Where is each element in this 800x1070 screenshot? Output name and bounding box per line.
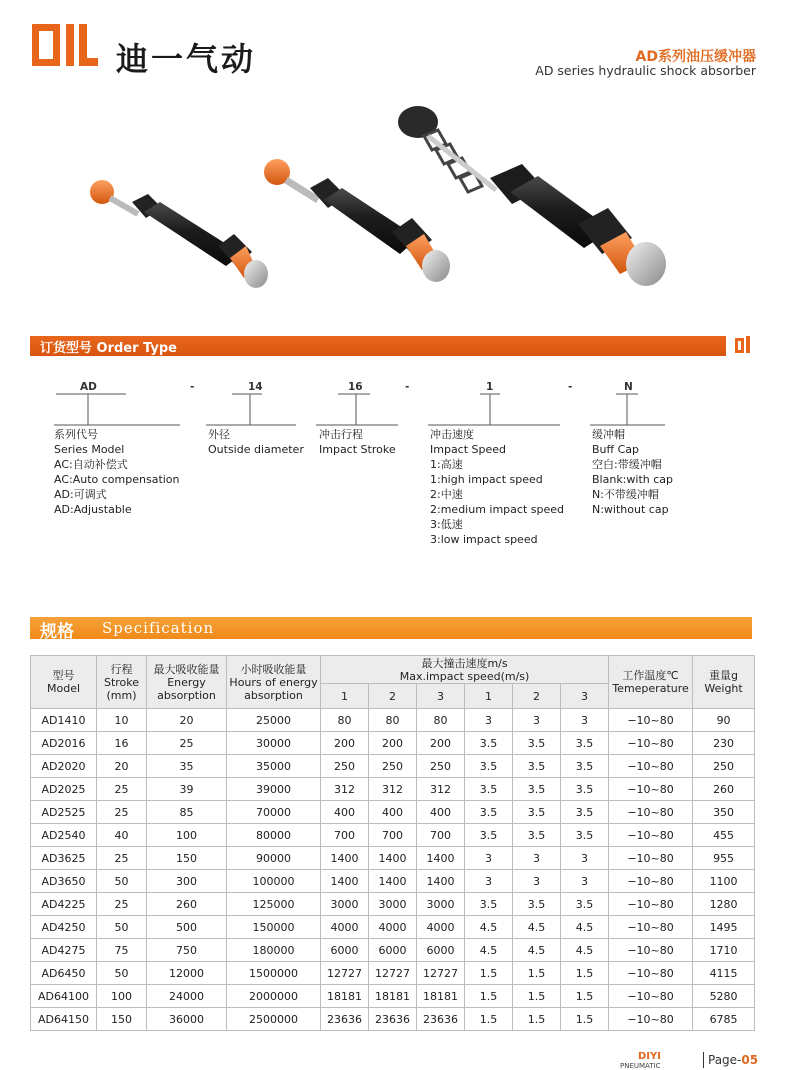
table-cell: 200 [321, 732, 369, 755]
table-cell: 3.5 [561, 755, 609, 778]
table-cell: 90 [693, 709, 755, 732]
table-cell: 3000 [369, 893, 417, 916]
table-cell: 1400 [321, 870, 369, 893]
table-row [31, 870, 755, 893]
specification-title-en: Specification [102, 619, 215, 637]
table-cell: AD2540 [31, 824, 97, 847]
table-cell: 2000000 [227, 985, 321, 1008]
table-cell: 300 [147, 870, 227, 893]
table-cell: 3.5 [465, 778, 513, 801]
table-cell: 35000 [227, 755, 321, 778]
specification-title-cn: 规格 [40, 622, 74, 642]
table-cell: 2500000 [227, 1008, 321, 1031]
table-cell: 700 [369, 824, 417, 847]
table-cell: 400 [417, 801, 465, 824]
table-row [31, 939, 755, 962]
table-cell: 20 [97, 755, 147, 778]
table-cell: 50 [97, 962, 147, 985]
table-cell: 250 [693, 755, 755, 778]
table-cell: 4115 [693, 962, 755, 985]
table-cell: 3.5 [513, 755, 561, 778]
table-row [31, 824, 755, 847]
impact-speed-desc: 冲击速度 Impact Speed 1:高速 1:high impact speed 2:中速 2:medium impact speed 3:低速 3:low impact speed [430, 428, 564, 546]
table-cell: 350 [693, 801, 755, 824]
table-cell: 1.5 [513, 962, 561, 985]
table-cell: 1400 [369, 870, 417, 893]
table-cell: 12000 [147, 962, 227, 985]
table-cell: AD3625 [31, 847, 97, 870]
outside-diameter-desc: 外径 Outside diameter [208, 428, 304, 456]
code-diameter: 14 [248, 381, 263, 393]
code-stroke: 16 [348, 381, 363, 393]
table-cell: 3.5 [513, 732, 561, 755]
series-model-desc: 系列代号 Series Model AC:自动补偿式 AC:Auto compensation AD:可调式 AD:Adjustable [54, 428, 180, 516]
table-cell: −10~80 [609, 824, 693, 847]
absorber-medium [264, 159, 450, 282]
table-cell: 260 [147, 893, 227, 916]
table-cell: 6000 [417, 939, 465, 962]
table-cell: AD64150 [31, 1008, 97, 1031]
table-cell: 4.5 [513, 916, 561, 939]
table-cell: 25000 [227, 709, 321, 732]
product-photo [60, 96, 700, 326]
header-weight: 重量g Weight [693, 656, 755, 709]
table-cell: −10~80 [609, 732, 693, 755]
table-cell: 3000 [321, 893, 369, 916]
table-cell: 3.5 [513, 801, 561, 824]
table-cell: 1.5 [561, 962, 609, 985]
table-cell: 1710 [693, 939, 755, 962]
table-cell: 23636 [417, 1008, 465, 1031]
table-cell: 1.5 [465, 1008, 513, 1031]
table-cell: 200 [417, 732, 465, 755]
table-cell: 3 [513, 847, 561, 870]
table-cell: 3 [465, 870, 513, 893]
table-cell: 3000 [417, 893, 465, 916]
brand-name: 迪一气动 [116, 40, 257, 78]
table-cell: 80000 [227, 824, 321, 847]
table-cell: 250 [369, 755, 417, 778]
table-cell: 1.5 [465, 962, 513, 985]
table-cell: 3.5 [561, 778, 609, 801]
table-cell: 955 [693, 847, 755, 870]
table-row [31, 755, 755, 778]
table-row [31, 778, 755, 801]
table-cell: 23636 [369, 1008, 417, 1031]
table-row [31, 893, 755, 916]
table-cell: 25 [97, 778, 147, 801]
table-cell: 1500000 [227, 962, 321, 985]
table-cell: −10~80 [609, 847, 693, 870]
table-cell: 4.5 [465, 939, 513, 962]
table-cell: 3.5 [465, 801, 513, 824]
table-cell: 3.5 [561, 801, 609, 824]
table-cell: 250 [417, 755, 465, 778]
table-cell: 50 [97, 916, 147, 939]
table-cell: −10~80 [609, 755, 693, 778]
specification-table-body [31, 709, 755, 1031]
table-cell: 1100 [693, 870, 755, 893]
table-cell: 4.5 [561, 916, 609, 939]
header-speed-sub: 3 [561, 684, 609, 709]
table-cell: 80 [417, 709, 465, 732]
header-speed-sub: 2 [369, 684, 417, 709]
table-cell: 750 [147, 939, 227, 962]
table-cell: 3 [561, 870, 609, 893]
table-cell: 1.5 [561, 985, 609, 1008]
table-cell: AD2025 [31, 778, 97, 801]
table-cell: 10 [97, 709, 147, 732]
header-speed: 最大撞击速度m/s Max.impact speed(m/s) [321, 656, 609, 684]
company-logo [30, 20, 100, 70]
table-cell: 1400 [417, 870, 465, 893]
table-cell: AD2020 [31, 755, 97, 778]
buff-cap-desc: 缓冲帽 Buff Cap 空白:带缓冲帽 Blank:with cap N:不带缓冲帽 N:without cap [592, 428, 673, 516]
table-cell: 40 [97, 824, 147, 847]
table-cell: AD2525 [31, 801, 97, 824]
absorber-small [90, 180, 268, 288]
table-cell: −10~80 [609, 939, 693, 962]
table-cell: 24000 [147, 985, 227, 1008]
table-row [31, 916, 755, 939]
table-cell: 180000 [227, 939, 321, 962]
table-cell: 3.5 [465, 732, 513, 755]
table-cell: 3.5 [513, 824, 561, 847]
table-cell: 3.5 [465, 755, 513, 778]
table-cell: 25 [97, 893, 147, 916]
table-cell: 12727 [369, 962, 417, 985]
header-speed-sub: 1 [465, 684, 513, 709]
table-cell: 6000 [321, 939, 369, 962]
table-cell: 500 [147, 916, 227, 939]
header-energy: 最大吸收能量 Energy absorption [147, 656, 227, 709]
table-cell: 16 [97, 732, 147, 755]
table-cell: 80 [369, 709, 417, 732]
code-dash-3: - [568, 381, 573, 393]
table-row [31, 847, 755, 870]
table-cell: 230 [693, 732, 755, 755]
table-cell: 1400 [321, 847, 369, 870]
table-cell: 5280 [693, 985, 755, 1008]
table-cell: AD1410 [31, 709, 97, 732]
table-cell: 100 [97, 985, 147, 1008]
table-cell: 3.5 [465, 824, 513, 847]
table-cell: 125000 [227, 893, 321, 916]
header-speed-sub: 2 [513, 684, 561, 709]
table-cell: AD4250 [31, 916, 97, 939]
table-cell: 1280 [693, 893, 755, 916]
table-cell: 85 [147, 801, 227, 824]
table-cell: 100000 [227, 870, 321, 893]
table-cell: AD4225 [31, 893, 97, 916]
table-cell: 12727 [417, 962, 465, 985]
table-cell: 1400 [417, 847, 465, 870]
table-cell: 80 [321, 709, 369, 732]
table-row [31, 985, 755, 1008]
header-stroke: 行程 Stroke (mm) [97, 656, 147, 709]
order-type-title: 订货型号 Order Type [40, 341, 177, 356]
table-cell: 1.5 [513, 1008, 561, 1031]
table-cell: 18181 [369, 985, 417, 1008]
header-speed-sub: 3 [417, 684, 465, 709]
table-cell: AD4275 [31, 939, 97, 962]
table-cell: −10~80 [609, 893, 693, 916]
table-cell: 1.5 [561, 1008, 609, 1031]
table-cell: 312 [369, 778, 417, 801]
table-cell: 30000 [227, 732, 321, 755]
table-cell: 39 [147, 778, 227, 801]
table-cell: 36000 [147, 1008, 227, 1031]
table-cell: 150 [97, 1008, 147, 1031]
table-cell: 260 [693, 778, 755, 801]
table-cell: 23636 [321, 1008, 369, 1031]
table-cell: 18181 [417, 985, 465, 1008]
table-cell: −10~80 [609, 1008, 693, 1031]
specification-table [30, 655, 755, 1031]
table-cell: 3.5 [561, 732, 609, 755]
table-cell: AD6450 [31, 962, 97, 985]
table-cell: 12727 [321, 962, 369, 985]
table-cell: 4.5 [561, 939, 609, 962]
header-speed-sub: 1 [321, 684, 369, 709]
table-cell: 250 [321, 755, 369, 778]
table-cell: 100 [147, 824, 227, 847]
table-cell: 700 [321, 824, 369, 847]
table-cell: 150000 [227, 916, 321, 939]
code-dash-2: - [405, 381, 410, 393]
logo-mini-icon [732, 333, 754, 357]
table-cell: 312 [417, 778, 465, 801]
table-cell: 39000 [227, 778, 321, 801]
header-hours: 小时吸收能量 Hours of energy absorption [227, 656, 321, 709]
table-cell: 1.5 [465, 985, 513, 1008]
table-cell: 35 [147, 755, 227, 778]
table-cell: AD64100 [31, 985, 97, 1008]
table-cell: −10~80 [609, 709, 693, 732]
table-cell: AD3650 [31, 870, 97, 893]
table-cell: 4000 [369, 916, 417, 939]
footer-brand-sub: PNEUMATIC [620, 1062, 661, 1070]
table-cell: 4.5 [465, 916, 513, 939]
table-cell: −10~80 [609, 801, 693, 824]
table-cell: 3 [465, 847, 513, 870]
table-cell: 70000 [227, 801, 321, 824]
table-row [31, 962, 755, 985]
table-cell: 3.5 [513, 893, 561, 916]
header-temperature: 工作温度℃ Temeperature [609, 656, 693, 709]
code-dash-1: - [190, 381, 195, 393]
table-cell: 75 [97, 939, 147, 962]
table-cell: 1495 [693, 916, 755, 939]
table-cell: 3 [513, 870, 561, 893]
table-cell: 3 [561, 847, 609, 870]
table-cell: 3 [561, 709, 609, 732]
table-cell: 4000 [417, 916, 465, 939]
table-cell: 455 [693, 824, 755, 847]
table-row [31, 709, 755, 732]
table-cell: −10~80 [609, 916, 693, 939]
table-cell: 25 [97, 801, 147, 824]
table-cell: 3.5 [561, 893, 609, 916]
table-cell: 20 [147, 709, 227, 732]
table-cell: 1400 [369, 847, 417, 870]
table-cell: 150 [147, 847, 227, 870]
table-cell: 25 [97, 847, 147, 870]
code-cap: N [624, 381, 633, 393]
table-cell: 90000 [227, 847, 321, 870]
code-speed: 1 [486, 381, 494, 393]
table-cell: 6785 [693, 1008, 755, 1031]
table-cell: 50 [97, 870, 147, 893]
table-cell: 18181 [321, 985, 369, 1008]
code-model: AD [80, 381, 97, 393]
table-cell: 400 [369, 801, 417, 824]
table-cell: 200 [369, 732, 417, 755]
table-cell: −10~80 [609, 778, 693, 801]
footer-brand: DIYI [638, 1051, 661, 1062]
page-number: Page-05 [708, 1053, 759, 1067]
table-cell: 3 [513, 709, 561, 732]
table-cell: 4.5 [513, 939, 561, 962]
table-row [31, 801, 755, 824]
table-cell: 312 [321, 778, 369, 801]
table-cell: −10~80 [609, 985, 693, 1008]
impact-stroke-desc: 冲击行程 Impact Stroke [319, 428, 396, 456]
table-cell: 3.5 [465, 893, 513, 916]
footer-divider [703, 1052, 704, 1068]
table-cell: −10~80 [609, 870, 693, 893]
series-title-cn: AD系列油压缓冲器 [635, 49, 756, 65]
table-cell: 25 [147, 732, 227, 755]
table-cell: 400 [321, 801, 369, 824]
table-cell: 6000 [369, 939, 417, 962]
table-cell: 3 [465, 709, 513, 732]
table-cell: 4000 [321, 916, 369, 939]
table-cell: 3.5 [561, 824, 609, 847]
table-cell: AD2016 [31, 732, 97, 755]
header-model: 型号 Model [31, 656, 97, 709]
table-cell: 3.5 [513, 778, 561, 801]
table-cell: 700 [417, 824, 465, 847]
table-cell: 1.5 [513, 985, 561, 1008]
table-row [31, 1008, 755, 1031]
series-title-en: AD series hydraulic shock absorber [535, 63, 756, 78]
table-row [31, 732, 755, 755]
table-cell: −10~80 [609, 962, 693, 985]
